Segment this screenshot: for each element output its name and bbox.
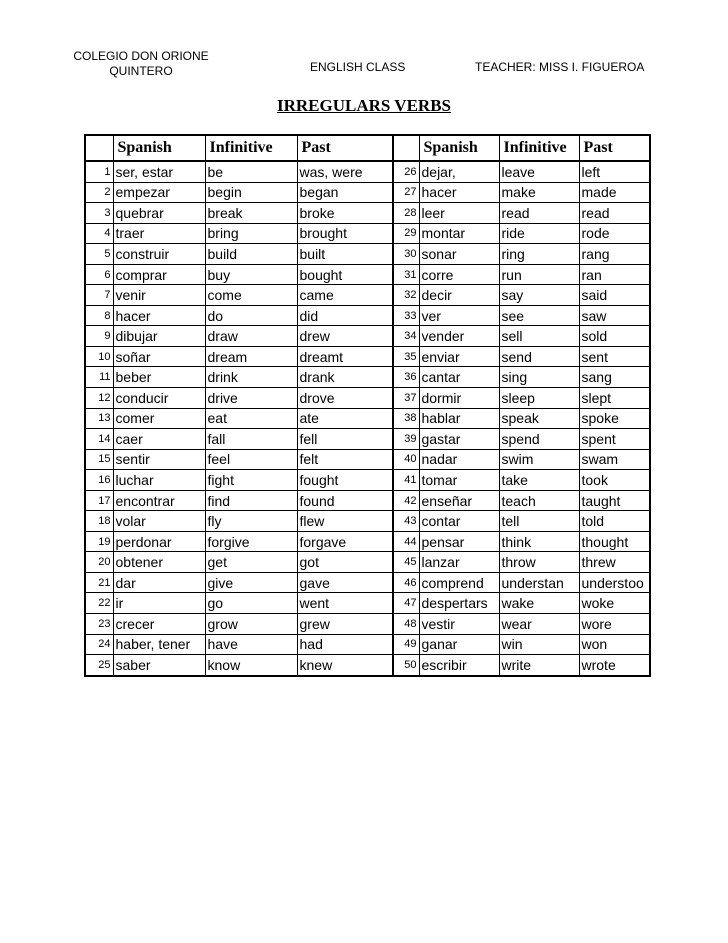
infinitive-cell: write (499, 655, 579, 676)
verb-number: 22 (85, 593, 113, 614)
past-cell: went (297, 593, 393, 614)
infinitive-cell: swim (499, 449, 579, 470)
spanish-cell: decir (419, 285, 499, 306)
spanish-cell: perdonar (113, 531, 205, 552)
spanish-cell: ir (113, 593, 205, 614)
infinitive-cell: buy (205, 264, 297, 285)
verb-number: 8 (85, 305, 113, 326)
past-cell: sang (579, 367, 650, 388)
past-cell: fought (297, 470, 393, 491)
number-header-right (393, 135, 419, 161)
infinitive-cell: wear (499, 614, 579, 635)
spanish-cell: dormir (419, 388, 499, 409)
spanish-cell: conducir (113, 388, 205, 409)
table-row (85, 572, 650, 593)
infinitive-cell: know (205, 655, 297, 676)
infinitive-cell: read (499, 203, 579, 224)
past-cell: found (297, 490, 393, 511)
verb-number: 32 (393, 285, 419, 306)
table-row (85, 326, 650, 347)
past-cell: saw (579, 305, 650, 326)
past-cell: came (297, 285, 393, 306)
spanish-cell: dibujar (113, 326, 205, 347)
verb-number: 37 (393, 388, 419, 409)
table-row (85, 346, 650, 367)
verb-number: 9 (85, 326, 113, 347)
verb-number: 6 (85, 264, 113, 285)
verb-number: 50 (393, 655, 419, 676)
verb-number: 46 (393, 572, 419, 593)
past-cell: dreamt (297, 346, 393, 367)
infinitive-cell: sing (499, 367, 579, 388)
infinitive-cell: spend (499, 429, 579, 450)
spanish-cell: vender (419, 326, 499, 347)
verb-number: 41 (393, 470, 419, 491)
verb-number: 47 (393, 593, 419, 614)
spanish-cell: haber, tener (113, 634, 205, 655)
table-row (85, 367, 650, 388)
spanish-cell: saber (113, 655, 205, 676)
past-cell: taught (579, 490, 650, 511)
spanish-cell: comer (113, 408, 205, 429)
infinitive-cell: teach (499, 490, 579, 511)
school-name: COLEGIO DON ORIONE QUINTERO (73, 49, 209, 78)
infinitive-cell: win (499, 634, 579, 655)
verbs-table (84, 134, 651, 677)
verb-number: 36 (393, 367, 419, 388)
verb-number: 2 (85, 182, 113, 203)
past-cell: spent (579, 429, 650, 450)
verb-number: 10 (85, 346, 113, 367)
class-name: ENGLISH CLASS (310, 60, 406, 74)
past-cell: bought (297, 264, 393, 285)
past-cell: felt (297, 449, 393, 470)
spanish-cell: gastar (419, 429, 499, 450)
past-cell: sent (579, 346, 650, 367)
past-cell: began (297, 182, 393, 203)
infinitive-cell: break (205, 203, 297, 224)
past-cell: ran (579, 264, 650, 285)
infinitive-cell: give (205, 572, 297, 593)
spanish-cell: corre (419, 264, 499, 285)
verb-number: 29 (393, 223, 419, 244)
table-row (85, 264, 650, 285)
past-cell: built (297, 244, 393, 265)
verb-number: 35 (393, 346, 419, 367)
verb-number: 3 (85, 203, 113, 224)
verb-number: 21 (85, 572, 113, 593)
past-cell: was, were (297, 161, 393, 182)
past-cell: said (579, 285, 650, 306)
infinitive-cell: sell (499, 326, 579, 347)
verb-number: 15 (85, 449, 113, 470)
verb-number: 17 (85, 490, 113, 511)
number-header (85, 135, 113, 161)
table-row (85, 490, 650, 511)
spanish-cell: venir (113, 285, 205, 306)
past-cell: left (579, 161, 650, 182)
verb-number: 48 (393, 614, 419, 635)
infinitive-cell: dream (205, 346, 297, 367)
table-header-row (85, 135, 650, 161)
table-row (85, 552, 650, 573)
infinitive-cell: get (205, 552, 297, 573)
spanish-cell: hacer (419, 182, 499, 203)
infinitive-cell: go (205, 593, 297, 614)
verb-number: 42 (393, 490, 419, 511)
spanish-cell: beber (113, 367, 205, 388)
infinitive-cell: feel (205, 449, 297, 470)
table-row (85, 449, 650, 470)
verb-number: 19 (85, 531, 113, 552)
past-cell: did (297, 305, 393, 326)
spanish-cell: nadar (419, 449, 499, 470)
past-cell: woke (579, 593, 650, 614)
infinitive-cell: wake (499, 593, 579, 614)
past-cell: drew (297, 326, 393, 347)
infinitive-cell: send (499, 346, 579, 367)
teacher-name: TEACHER: MISS I. FIGUEROA (475, 60, 645, 74)
past-cell: made (579, 182, 650, 203)
past-cell: thought (579, 531, 650, 552)
verb-number: 31 (393, 264, 419, 285)
verb-number: 13 (85, 408, 113, 429)
table-row (85, 244, 650, 265)
column-header-past: Past (297, 135, 393, 161)
spanish-cell: ser, estar (113, 161, 205, 182)
past-cell: spoke (579, 408, 650, 429)
spanish-cell: enviar (419, 346, 499, 367)
spanish-cell: dar (113, 572, 205, 593)
table-row (85, 634, 650, 655)
spanish-cell: hablar (419, 408, 499, 429)
table-row (85, 531, 650, 552)
verb-number: 44 (393, 531, 419, 552)
infinitive-cell: drive (205, 388, 297, 409)
infinitive-cell: begin (205, 182, 297, 203)
spanish-cell: construir (113, 244, 205, 265)
past-cell: wrote (579, 655, 650, 676)
past-cell: broke (297, 203, 393, 224)
verb-number: 14 (85, 429, 113, 450)
table-row (85, 388, 650, 409)
verb-number: 40 (393, 449, 419, 470)
infinitive-cell: drink (205, 367, 297, 388)
table-row (85, 593, 650, 614)
infinitive-cell: see (499, 305, 579, 326)
column-header-spanish-right: Spanish (419, 135, 499, 161)
spanish-cell: comprend (419, 572, 499, 593)
past-cell: rang (579, 244, 650, 265)
infinitive-cell: ride (499, 223, 579, 244)
past-cell: read (579, 203, 650, 224)
past-cell: flew (297, 511, 393, 532)
verb-number: 16 (85, 470, 113, 491)
verb-number: 27 (393, 182, 419, 203)
spanish-cell: cantar (419, 367, 499, 388)
infinitive-cell: fall (205, 429, 297, 450)
spanish-cell: obtener (113, 552, 205, 573)
column-header-spanish: Spanish (113, 135, 205, 161)
infinitive-cell: speak (499, 408, 579, 429)
past-cell: rode (579, 223, 650, 244)
spanish-cell: leer (419, 203, 499, 224)
infinitive-cell: sleep (499, 388, 579, 409)
table-row (85, 305, 650, 326)
table-row (85, 161, 650, 182)
past-cell: got (297, 552, 393, 573)
infinitive-cell: have (205, 634, 297, 655)
verb-number: 26 (393, 161, 419, 182)
table-row (85, 614, 650, 635)
spanish-cell: pensar (419, 531, 499, 552)
past-cell: understoo (579, 572, 650, 593)
infinitive-cell: grow (205, 614, 297, 635)
verb-number: 7 (85, 285, 113, 306)
verb-number: 23 (85, 614, 113, 635)
column-header-infinitive: Infinitive (205, 135, 297, 161)
infinitive-cell: eat (205, 408, 297, 429)
infinitive-cell: understan (499, 572, 579, 593)
infinitive-cell: be (205, 161, 297, 182)
spanish-cell: caer (113, 429, 205, 450)
past-cell: drank (297, 367, 393, 388)
verb-number: 30 (393, 244, 419, 265)
verb-number: 34 (393, 326, 419, 347)
past-cell: ate (297, 408, 393, 429)
spanish-cell: luchar (113, 470, 205, 491)
spanish-cell: traer (113, 223, 205, 244)
verb-number: 24 (85, 634, 113, 655)
past-cell: forgave (297, 531, 393, 552)
spanish-cell: despertars (419, 593, 499, 614)
past-cell: wore (579, 614, 650, 635)
verb-number: 1 (85, 161, 113, 182)
infinitive-cell: say (499, 285, 579, 306)
column-header-infinitive-right: Infinitive (499, 135, 579, 161)
infinitive-cell: tell (499, 511, 579, 532)
spanish-cell: escribir (419, 655, 499, 676)
table-row (85, 429, 650, 450)
infinitive-cell: think (499, 531, 579, 552)
past-cell: told (579, 511, 650, 532)
spanish-cell: soñar (113, 346, 205, 367)
spanish-cell: ganar (419, 634, 499, 655)
infinitive-cell: do (205, 305, 297, 326)
spanish-cell: comprar (113, 264, 205, 285)
infinitive-cell: throw (499, 552, 579, 573)
verb-number: 18 (85, 511, 113, 532)
page-title: IRREGULARS VERBS (277, 96, 451, 115)
table-row (85, 470, 650, 491)
spanish-cell: sentir (113, 449, 205, 470)
infinitive-cell: fly (205, 511, 297, 532)
infinitive-cell: fight (205, 470, 297, 491)
verb-number: 5 (85, 244, 113, 265)
infinitive-cell: bring (205, 223, 297, 244)
past-cell: won (579, 634, 650, 655)
table-row (85, 223, 650, 244)
spanish-cell: tomar (419, 470, 499, 491)
verb-number: 20 (85, 552, 113, 573)
infinitive-cell: take (499, 470, 579, 491)
past-cell: swam (579, 449, 650, 470)
infinitive-cell: make (499, 182, 579, 203)
spanish-cell: montar (419, 223, 499, 244)
spanish-cell: volar (113, 511, 205, 532)
verb-number: 49 (393, 634, 419, 655)
table-row (85, 511, 650, 532)
past-cell: knew (297, 655, 393, 676)
past-cell: grew (297, 614, 393, 635)
past-cell: slept (579, 388, 650, 409)
past-cell: took (579, 470, 650, 491)
infinitive-cell: come (205, 285, 297, 306)
past-cell: fell (297, 429, 393, 450)
table-row (85, 285, 650, 306)
past-cell: had (297, 634, 393, 655)
past-cell: threw (579, 552, 650, 573)
table-row (85, 203, 650, 224)
infinitive-cell: build (205, 244, 297, 265)
infinitive-cell: forgive (205, 531, 297, 552)
spanish-cell: encontrar (113, 490, 205, 511)
column-header-past-right: Past (579, 135, 650, 161)
verb-number: 12 (85, 388, 113, 409)
table-row (85, 655, 650, 676)
infinitive-cell: leave (499, 161, 579, 182)
spanish-cell: ver (419, 305, 499, 326)
infinitive-cell: draw (205, 326, 297, 347)
verb-number: 38 (393, 408, 419, 429)
past-cell: sold (579, 326, 650, 347)
verb-number: 28 (393, 203, 419, 224)
verb-number: 45 (393, 552, 419, 573)
verb-number: 11 (85, 367, 113, 388)
past-cell: gave (297, 572, 393, 593)
past-cell: brought (297, 223, 393, 244)
infinitive-cell: find (205, 490, 297, 511)
infinitive-cell: ring (499, 244, 579, 265)
verb-number: 25 (85, 655, 113, 676)
verb-number: 4 (85, 223, 113, 244)
table-row (85, 408, 650, 429)
verb-number: 39 (393, 429, 419, 450)
spanish-cell: empezar (113, 182, 205, 203)
spanish-cell: vestir (419, 614, 499, 635)
spanish-cell: quebrar (113, 203, 205, 224)
spanish-cell: sonar (419, 244, 499, 265)
spanish-cell: contar (419, 511, 499, 532)
spanish-cell: hacer (113, 305, 205, 326)
past-cell: drove (297, 388, 393, 409)
table-row (85, 182, 650, 203)
spanish-cell: lanzar (419, 552, 499, 573)
verb-number: 33 (393, 305, 419, 326)
spanish-cell: enseñar (419, 490, 499, 511)
verb-number: 43 (393, 511, 419, 532)
infinitive-cell: run (499, 264, 579, 285)
spanish-cell: dejar, (419, 161, 499, 182)
spanish-cell: crecer (113, 614, 205, 635)
